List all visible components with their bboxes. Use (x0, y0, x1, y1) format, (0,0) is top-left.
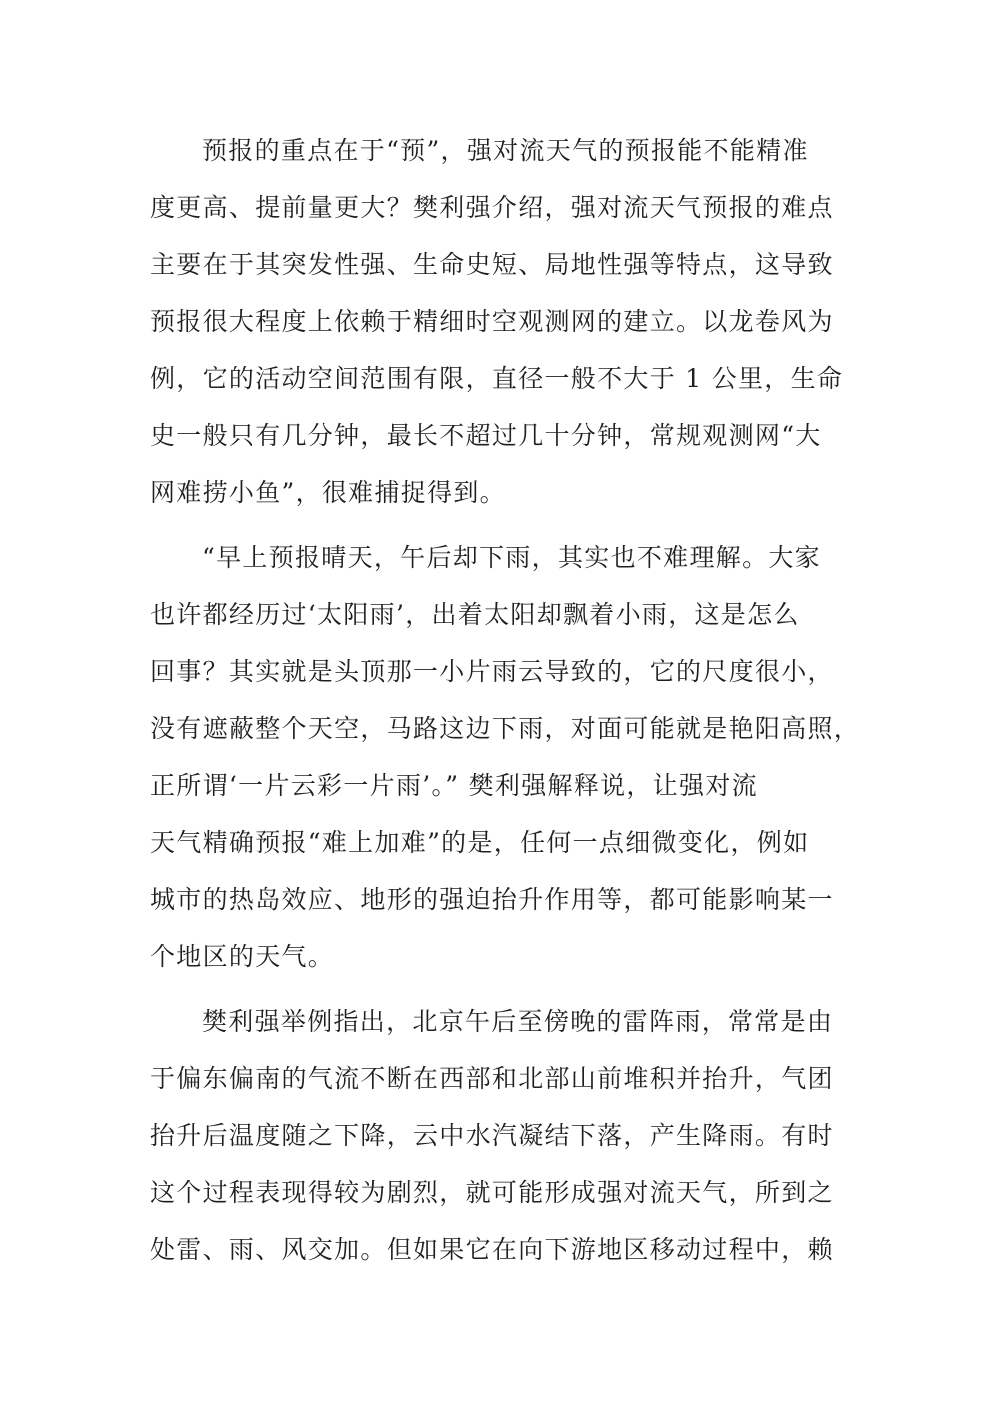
paragraph-line: “早上预报晴天，午后却下雨，其实也不难理解。大家 (202, 543, 821, 572)
paragraph-line: 这个过程表现得较为剧烈，就可能形成强对流天气，所到之 (150, 1178, 834, 1207)
paragraph-line: 樊利强举例指出，北京午后至傍晚的雷阵雨，常常是由 (202, 1007, 834, 1036)
paragraph-3 (150, 993, 850, 1278)
paragraph-line: 没有遮蔽整个天空，马路这边下雨，对面可能就是艳阳高照， (150, 714, 861, 743)
paragraph-line: 于偏东偏南的气流不断在西部和北部山前堆积并抬升，气团 (150, 1064, 834, 1093)
paragraph-line: 网难捞小鱼”，很难捕捉得到。 (150, 478, 506, 507)
paragraph-line: 例，它的活动空间范围有限，直径一般不大于 1 公里，生命 (150, 364, 844, 393)
paragraph-2 (150, 529, 861, 985)
paragraph-line: 正所谓‘一片云彩一片雨’。” 樊利强解释说，让强对流 (150, 771, 758, 800)
paragraph-line: 天气精确预报“难上加难”的是，任何一点细微变化，例如 (150, 828, 810, 857)
paragraph-line: 城市的热岛效应、地形的强迫抬升作用等，都可能影响某一 (150, 885, 834, 914)
paragraph-line: 处雷、雨、风交加。但如果它在向下游地区移动过程中，赖 (150, 1235, 834, 1264)
paragraph-line: 也许都经历过‘太阳雨’，出着太阳却飘着小雨，这是怎么 (150, 600, 800, 629)
paragraph-line: 主要在于其突发性强、生命史短、局地性强等特点，这导致 (150, 250, 834, 279)
paragraph-line: 预报很大程度上依赖于精细时空观测网的建立。以龙卷风为 (150, 307, 834, 336)
paragraph-line: 预报的重点在于“预”，强对流天气的预报能不能精准 (202, 136, 809, 165)
paragraph-line: 抬升后温度随之下降，云中水汽凝结下落，产生降雨。有时 (150, 1121, 834, 1150)
paragraph-line: 个地区的天气。 (150, 942, 335, 971)
paragraph-1 (150, 122, 850, 521)
paragraph-line: 史一般只有几分钟，最长不超过几十分钟，常规观测网“大 (150, 421, 822, 450)
paragraph-line: 回事？其实就是头顶那一小片雨云导致的，它的尺度很小， (150, 657, 834, 686)
paragraph-line: 度更高、提前量更大？樊利强介绍，强对流天气预报的难点 (150, 193, 834, 222)
